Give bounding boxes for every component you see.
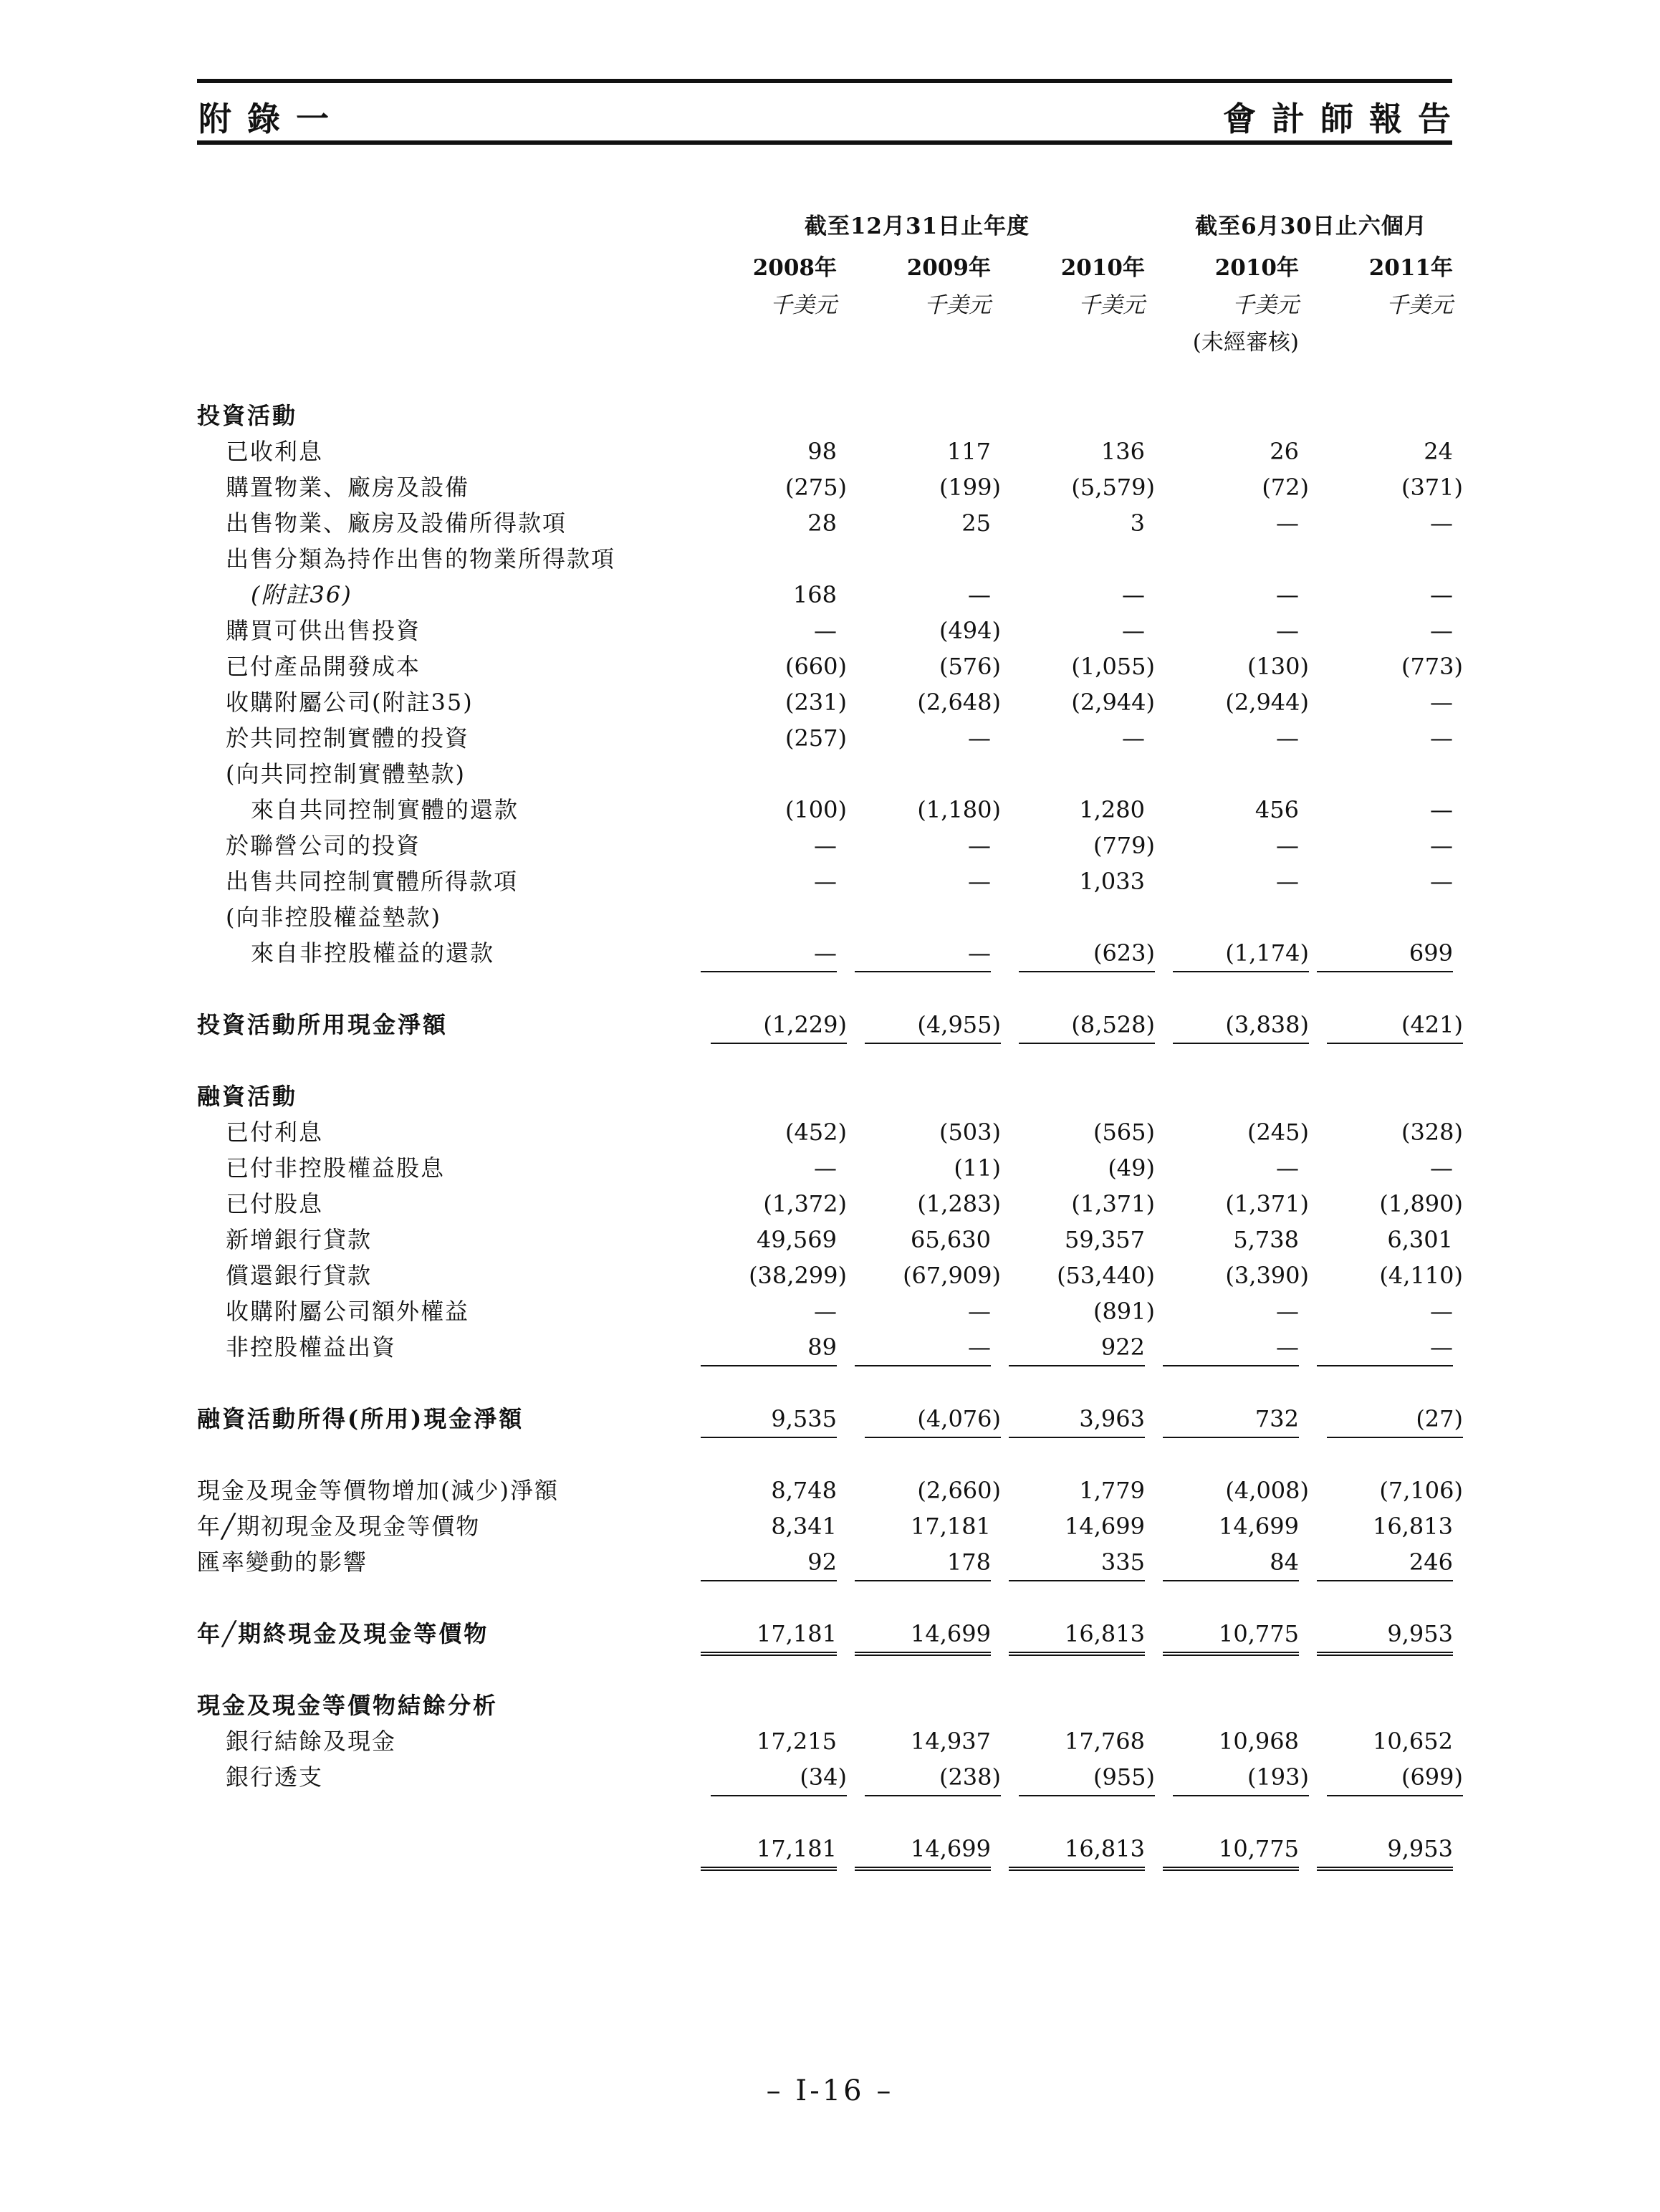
value-cell: 246	[1317, 1544, 1453, 1581]
table-row	[0, 684, 1660, 720]
value-cell: (891)	[1093, 1298, 1155, 1325]
value-cell: 16,813	[1009, 1616, 1145, 1656]
value-cell: —	[1317, 1329, 1453, 1366]
row-label: 匯率變動的影響	[197, 1548, 368, 1576]
row-label: 出售共同控制實體所得款項	[226, 868, 519, 895]
value-cell: 14,699	[1219, 1513, 1299, 1540]
value-cell: 16,813	[1373, 1513, 1453, 1540]
value-cell: (1,890)	[1379, 1190, 1463, 1217]
value-cell: (699)	[1327, 1759, 1463, 1796]
value-cell: 17,181	[701, 1616, 837, 1656]
value-cell: —	[1430, 581, 1453, 608]
value-cell: (1,229)	[711, 1007, 847, 1044]
row-label: 來自共同控制實體的還款	[251, 796, 519, 823]
value-cell: (34)	[711, 1759, 847, 1796]
value-cell: 1,779	[1079, 1477, 1145, 1504]
value-cell: 335	[1009, 1544, 1145, 1581]
value-cell: 17,768	[1065, 1728, 1145, 1755]
value-cell: 28	[807, 509, 837, 537]
value-cell: —	[1163, 1329, 1299, 1366]
value-cell: 65,630	[911, 1226, 991, 1253]
value-cell: —	[1430, 832, 1453, 859]
value-cell: 26	[1270, 438, 1299, 465]
value-cell: 117	[946, 438, 991, 465]
column-year-2: 2010年	[1060, 255, 1145, 281]
value-cell: —	[1276, 617, 1299, 644]
table-row	[0, 1078, 1660, 1114]
row-label: 年╱期終現金及現金等價物	[197, 1620, 489, 1647]
table-row	[0, 1544, 1660, 1580]
value-cell: (193)	[1173, 1759, 1309, 1796]
row-label: 出售物業、廠房及設備所得款項	[226, 509, 567, 537]
value-cell: 24	[1424, 438, 1453, 465]
value-cell: 14,699	[855, 1616, 991, 1656]
value-cell: 49,569	[757, 1226, 837, 1253]
row-label: (附註36)	[251, 581, 352, 608]
column-unit-2: 千美元	[1078, 292, 1145, 318]
value-cell: (371)	[1401, 474, 1463, 501]
value-cell: 8,341	[771, 1513, 837, 1540]
value-cell: —	[1430, 724, 1453, 752]
table-row	[0, 434, 1660, 469]
table-row	[0, 1293, 1660, 1329]
row-label: 已付產品開發成本	[226, 653, 421, 680]
value-cell: 84	[1163, 1544, 1299, 1581]
table-row	[0, 1401, 1660, 1437]
value-cell: 3	[1130, 509, 1145, 537]
value-cell: (1,283)	[917, 1190, 1001, 1217]
value-cell: —	[1430, 689, 1453, 716]
value-cell: (328)	[1401, 1119, 1463, 1146]
value-cell: 732	[1163, 1401, 1299, 1438]
value-cell: —	[1430, 1298, 1453, 1325]
value-cell: —	[855, 935, 991, 972]
value-cell: (494)	[939, 617, 1001, 644]
value-cell: —	[1122, 581, 1145, 608]
value-cell: —	[1276, 868, 1299, 895]
table-row	[0, 1222, 1660, 1258]
value-cell: (8,528)	[1019, 1007, 1155, 1044]
value-cell: (49)	[1108, 1154, 1155, 1182]
value-cell: (2,648)	[917, 689, 1001, 716]
table-row	[0, 469, 1660, 505]
value-cell: —	[814, 617, 837, 644]
value-cell: (72)	[1262, 474, 1309, 501]
table-row	[0, 1687, 1660, 1723]
value-cell: (623)	[1019, 935, 1155, 972]
table-row	[0, 1508, 1660, 1544]
value-cell: (67,909)	[903, 1262, 1001, 1289]
value-cell: —	[1430, 796, 1453, 823]
value-cell: 5,738	[1233, 1226, 1299, 1253]
value-cell: —	[855, 1329, 991, 1366]
table-row	[0, 1759, 1660, 1795]
column-unit-1: 千美元	[924, 292, 991, 318]
value-cell: —	[1276, 581, 1299, 608]
value-cell: (1,371)	[1225, 1190, 1309, 1217]
value-cell: (1,180)	[917, 796, 1001, 823]
value-cell: —	[814, 832, 837, 859]
appendix-title: 附錄一	[198, 100, 345, 138]
value-cell: (2,944)	[1225, 689, 1309, 716]
value-cell: (4,076)	[865, 1401, 1001, 1438]
value-cell: (3,838)	[1173, 1007, 1309, 1044]
row-label: 收購附屬公司額外權益	[226, 1298, 470, 1325]
page-header	[197, 79, 1467, 145]
value-cell: —	[1430, 868, 1453, 895]
value-cell: 10,652	[1373, 1728, 1453, 1755]
table-row	[0, 577, 1660, 613]
table-row	[0, 541, 1660, 577]
value-cell: 25	[961, 509, 991, 537]
row-label: 已付利息	[226, 1119, 324, 1146]
table-row	[0, 828, 1660, 863]
table-row	[0, 1258, 1660, 1293]
row-label: 年╱期初現金及現金等價物	[197, 1513, 481, 1540]
value-cell: —	[1122, 724, 1145, 752]
row-label: (向非控股權益墊款)	[226, 904, 441, 931]
column-year-4: 2011年	[1368, 255, 1453, 281]
table-row	[0, 1114, 1660, 1150]
value-cell: (565)	[1093, 1119, 1155, 1146]
value-cell: 1,280	[1079, 796, 1145, 823]
value-cell: 17,181	[911, 1513, 991, 1540]
row-label: 融資活動所得(所用)現金淨額	[197, 1405, 524, 1432]
column-group-year: 截至12月31日止年度	[804, 214, 1030, 239]
row-label: 銀行結餘及現金	[226, 1728, 397, 1755]
row-label: 於聯營公司的投資	[226, 832, 421, 859]
value-cell: —	[814, 1154, 837, 1182]
value-cell: (4,110)	[1379, 1262, 1463, 1289]
column-year-1: 2009年	[906, 255, 991, 281]
value-cell: (1,372)	[763, 1190, 847, 1217]
value-cell: (2,660)	[917, 1477, 1001, 1504]
row-label: 已付股息	[226, 1190, 324, 1217]
value-cell: (503)	[939, 1119, 1001, 1146]
row-label: 出售分類為持作出售的物業所得款項	[226, 545, 616, 573]
table-row	[0, 1007, 1660, 1043]
row-label: 來自非控股權益的還款	[251, 939, 495, 967]
table-row	[0, 648, 1660, 684]
table-row	[0, 720, 1660, 756]
value-cell: (245)	[1247, 1119, 1309, 1146]
value-cell: —	[968, 868, 991, 895]
value-cell: 168	[792, 581, 837, 608]
value-cell: 178	[855, 1544, 991, 1581]
value-cell: 14,699	[1065, 1513, 1145, 1540]
value-cell: (231)	[785, 689, 847, 716]
value-cell: 699	[1317, 935, 1453, 972]
page-number: – I-16 –	[766, 2074, 894, 2107]
table-row	[0, 1831, 1660, 1867]
value-cell: 16,813	[1009, 1831, 1145, 1871]
value-cell: (11)	[954, 1154, 1001, 1182]
value-cell: —	[1122, 617, 1145, 644]
value-cell: (421)	[1327, 1007, 1463, 1044]
row-label: 新增銀行貸款	[226, 1226, 373, 1253]
report-title: 會計師報告	[1223, 100, 1467, 138]
table-row	[0, 398, 1660, 434]
row-label: 現金及現金等價物結餘分析	[197, 1692, 499, 1719]
value-cell: 9,953	[1317, 1616, 1453, 1656]
value-cell: —	[968, 724, 991, 752]
value-cell: (7,106)	[1379, 1477, 1463, 1504]
row-label: 購買可供出售投資	[226, 617, 421, 644]
value-cell: 92	[701, 1544, 837, 1581]
value-cell: 6,301	[1387, 1226, 1453, 1253]
value-cell: (238)	[865, 1759, 1001, 1796]
value-cell: (660)	[785, 653, 847, 680]
value-cell: 10,775	[1163, 1616, 1299, 1656]
table-row	[0, 1186, 1660, 1222]
value-cell: (4,955)	[865, 1007, 1001, 1044]
table-row	[0, 899, 1660, 935]
value-cell: (130)	[1247, 653, 1309, 680]
table-row	[0, 756, 1660, 792]
value-cell: —	[1430, 617, 1453, 644]
row-label: 現金及現金等價物增加(減少)淨額	[197, 1477, 559, 1504]
table-row	[0, 1723, 1660, 1759]
table-row	[0, 863, 1660, 899]
value-cell: 9,535	[701, 1401, 837, 1438]
value-cell: (275)	[785, 474, 847, 501]
value-cell: (27)	[1327, 1401, 1463, 1438]
column-year-3: 2010年	[1214, 255, 1299, 281]
value-cell: —	[814, 868, 837, 895]
value-cell: (100)	[785, 796, 847, 823]
value-cell: —	[1276, 724, 1299, 752]
value-cell: (3,390)	[1225, 1262, 1309, 1289]
table-row	[0, 505, 1660, 541]
value-cell: (1,174)	[1173, 935, 1309, 972]
value-cell: —	[1430, 509, 1453, 537]
row-label: 融資活動	[197, 1083, 298, 1110]
value-cell: (1,371)	[1071, 1190, 1155, 1217]
value-cell: 922	[1009, 1329, 1145, 1366]
column-year-0: 2008年	[752, 255, 837, 281]
value-cell: —	[1276, 1298, 1299, 1325]
row-label: 非控股權益出資	[226, 1334, 397, 1361]
column-unit-0: 千美元	[770, 292, 837, 318]
row-label: 投資活動所用現金淨額	[197, 1011, 448, 1038]
column-note-3: (未經審核)	[1192, 330, 1299, 355]
column-unit-3: 千美元	[1232, 292, 1299, 318]
value-cell: 14,937	[911, 1728, 991, 1755]
row-label: 銀行透支	[226, 1763, 324, 1791]
value-cell: 10,968	[1219, 1728, 1299, 1755]
row-label: 已付非控股權益股息	[226, 1154, 446, 1182]
table-row	[0, 1473, 1660, 1508]
value-cell: —	[968, 832, 991, 859]
value-cell: 98	[807, 438, 837, 465]
value-cell: —	[968, 581, 991, 608]
value-cell: (779)	[1093, 832, 1155, 859]
value-cell: (2,944)	[1071, 689, 1155, 716]
table-row	[0, 1616, 1660, 1652]
value-cell: (38,299)	[749, 1262, 847, 1289]
value-cell: 14,699	[855, 1831, 991, 1871]
value-cell: 1,033	[1079, 868, 1145, 895]
value-cell: (955)	[1019, 1759, 1155, 1796]
row-label: (向共同控制實體墊款)	[226, 760, 466, 787]
table-row	[0, 792, 1660, 828]
value-cell: —	[1276, 832, 1299, 859]
value-cell: (257)	[785, 724, 847, 752]
value-cell: (576)	[939, 653, 1001, 680]
value-cell: 10,775	[1163, 1831, 1299, 1871]
value-cell: —	[1276, 509, 1299, 537]
value-cell: (53,440)	[1057, 1262, 1155, 1289]
value-cell: (4,008)	[1225, 1477, 1309, 1504]
value-cell: —	[814, 1298, 837, 1325]
value-cell: (452)	[785, 1119, 847, 1146]
row-label: 投資活動	[197, 402, 298, 429]
table-row	[0, 613, 1660, 648]
column-group-six-months: 截至6月30日止六個月	[1195, 214, 1427, 239]
value-cell: 17,215	[757, 1728, 837, 1755]
value-cell: (5,579)	[1071, 474, 1155, 501]
value-cell: 59,357	[1065, 1226, 1145, 1253]
table-row	[0, 935, 1660, 971]
table-row	[0, 1329, 1660, 1365]
row-label: 收購附屬公司(附註35)	[226, 689, 474, 716]
value-cell: (1,055)	[1071, 653, 1155, 680]
row-label: 償還銀行貸款	[226, 1262, 373, 1289]
table-row	[0, 1150, 1660, 1186]
column-unit-4: 千美元	[1386, 292, 1453, 318]
row-label: 已收利息	[226, 438, 324, 465]
value-cell: —	[701, 935, 837, 972]
row-label: 購置物業、廠房及設備	[226, 474, 470, 501]
value-cell: (199)	[939, 474, 1001, 501]
value-cell: 3,963	[1009, 1401, 1145, 1438]
value-cell: 89	[701, 1329, 837, 1366]
value-cell: 9,953	[1317, 1831, 1453, 1871]
value-cell: 456	[1254, 796, 1299, 823]
value-cell: (773)	[1401, 653, 1463, 680]
value-cell: 17,181	[701, 1831, 837, 1871]
value-cell: 136	[1100, 438, 1145, 465]
value-cell: —	[1430, 1154, 1453, 1182]
value-cell: —	[968, 1298, 991, 1325]
value-cell: 8,748	[771, 1477, 837, 1504]
value-cell: —	[1276, 1154, 1299, 1182]
row-label: 於共同控制實體的投資	[226, 724, 470, 752]
